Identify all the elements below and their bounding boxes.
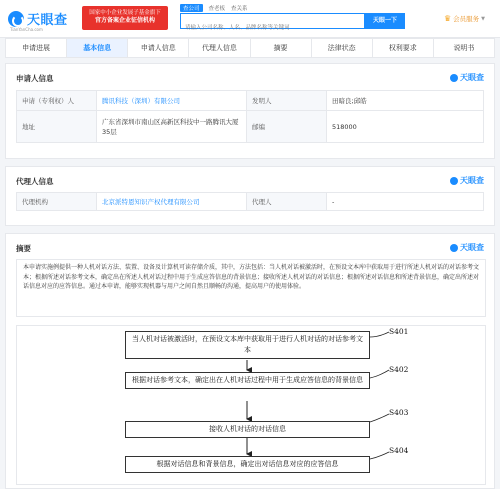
brand-watermark — [450, 175, 484, 186]
flow-step-box: 根据对话参考文本，确定出在人机对话过程中用于生成应答信息的背景信息 — [125, 372, 370, 389]
brand-name: 天眼查 — [460, 243, 484, 252]
top-bar — [0, 0, 500, 38]
agency-value[interactable]: 北京派特恩知识产权代理有限公司 — [97, 193, 247, 211]
promo-banner[interactable] — [82, 6, 168, 30]
abstract-text: 本申请实施例提供一种人机对话方法、装置、设备及计算机可读存储介质，其中，方法包括：当人机对话被激活时，在预设文本库中获取用于进行所述人机对话的对话参考文本；根据所述对话参考文本，确定出在所述人机对话过程中用于生成应答信息的背景信息；接收所述人机对话的对话信息；根据所述对话信息和所述背景信息，确定出所述对话信息对应的应答信息。通过本申请，能够实现机器与用户之间自然且顺畅的沟通，提高用户的使用体验。 — [16, 259, 486, 317]
search-type-tabs — [180, 4, 248, 12]
flow-step-label: S402 — [389, 365, 409, 374]
member-service-label: 会员服务 — [453, 15, 480, 23]
brand-watermark — [450, 242, 484, 253]
promo-line-2: 官方备案企业征信机构 — [94, 17, 155, 24]
agent-table — [16, 192, 484, 211]
agent-info-card — [5, 166, 495, 226]
logo-icon — [8, 11, 24, 27]
brand-watermark — [450, 72, 484, 83]
promo-line-1: 国家中小企业发展子基金旗下 — [89, 10, 161, 16]
crown-icon: ♛ — [444, 14, 452, 23]
search-tab-relation[interactable]: 查关系 — [231, 6, 248, 12]
agency-label: 代理机构 — [17, 193, 97, 211]
section-title: 摘要 — [16, 244, 31, 253]
brand-name: 天眼查 — [460, 176, 484, 185]
agent-label: 代理人 — [247, 193, 327, 211]
address-value: 广东省深圳市南山区高新区科技中一路腾讯大厦35层 — [97, 111, 247, 143]
section-tabs — [5, 38, 495, 58]
brand-icon — [450, 177, 458, 185]
flow-step-box: 根据对话信息和背景信息，确定出对话信息对应的应答信息 — [125, 456, 370, 473]
flow-step-box: 当人机对话被激活时，在预设文本库中获取用于进行人机对话的对话参考文本 — [125, 331, 370, 359]
postcode-label: 邮编 — [247, 111, 327, 143]
tab-description[interactable]: 说明书 — [453, 44, 475, 52]
address-label: 地址 — [17, 111, 97, 143]
site-logo[interactable] — [8, 9, 68, 28]
tab-agent-info[interactable]: 代理人信息 — [189, 39, 250, 57]
applicant-label: 申请（专利权）人 — [17, 91, 97, 111]
logo-subtitle: TianYanCha.com — [10, 27, 43, 32]
abstract-figure — [16, 325, 486, 485]
applicant-table — [16, 90, 484, 143]
search-tab-boss[interactable]: 查老板 — [208, 6, 226, 12]
search-box — [180, 13, 365, 29]
section-title: 申请人信息 — [16, 74, 54, 83]
tab-abstract[interactable]: 摘要 — [251, 39, 312, 57]
search-input[interactable] — [181, 21, 364, 35]
flow-step-label: S403 — [389, 408, 409, 417]
brand-icon — [450, 244, 458, 252]
inventor-value: 田暗良;邱皓 — [327, 91, 484, 111]
logo-text: 天眼查 — [27, 13, 68, 28]
flow-step-box: 接收人机对话的对话信息 — [125, 421, 370, 438]
inventor-label: 发明人 — [247, 91, 327, 111]
member-service-menu[interactable] — [444, 14, 485, 23]
table-row — [17, 193, 484, 211]
table-row — [17, 91, 484, 111]
flow-step-label: S401 — [389, 327, 409, 336]
tab-claims[interactable]: 权利要求 — [373, 39, 434, 57]
applicant-info-card — [5, 63, 495, 159]
tab-legal-status[interactable]: 法律状态 — [312, 39, 373, 57]
table-row — [17, 111, 484, 143]
brand-icon — [450, 74, 458, 82]
flow-step-label: S404 — [389, 446, 409, 455]
tab-application-progress[interactable]: 申请进展 — [6, 39, 67, 57]
tab-basic-info[interactable]: 基本信息 — [67, 39, 128, 57]
abstract-card — [5, 233, 495, 489]
tab-applicant-info[interactable]: 申请人信息 — [128, 39, 189, 57]
agent-value: - — [327, 193, 484, 211]
postcode-value: 518000 — [327, 111, 484, 143]
applicant-value[interactable]: 腾讯科技（深圳）有限公司 — [97, 91, 247, 111]
brand-name: 天眼查 — [460, 73, 484, 82]
chevron-down-icon: ▼ — [481, 15, 486, 22]
search-tab-company[interactable]: 查公司 — [180, 4, 203, 12]
search-button[interactable]: 天眼一下 — [365, 13, 405, 29]
section-title: 代理人信息 — [16, 177, 54, 186]
